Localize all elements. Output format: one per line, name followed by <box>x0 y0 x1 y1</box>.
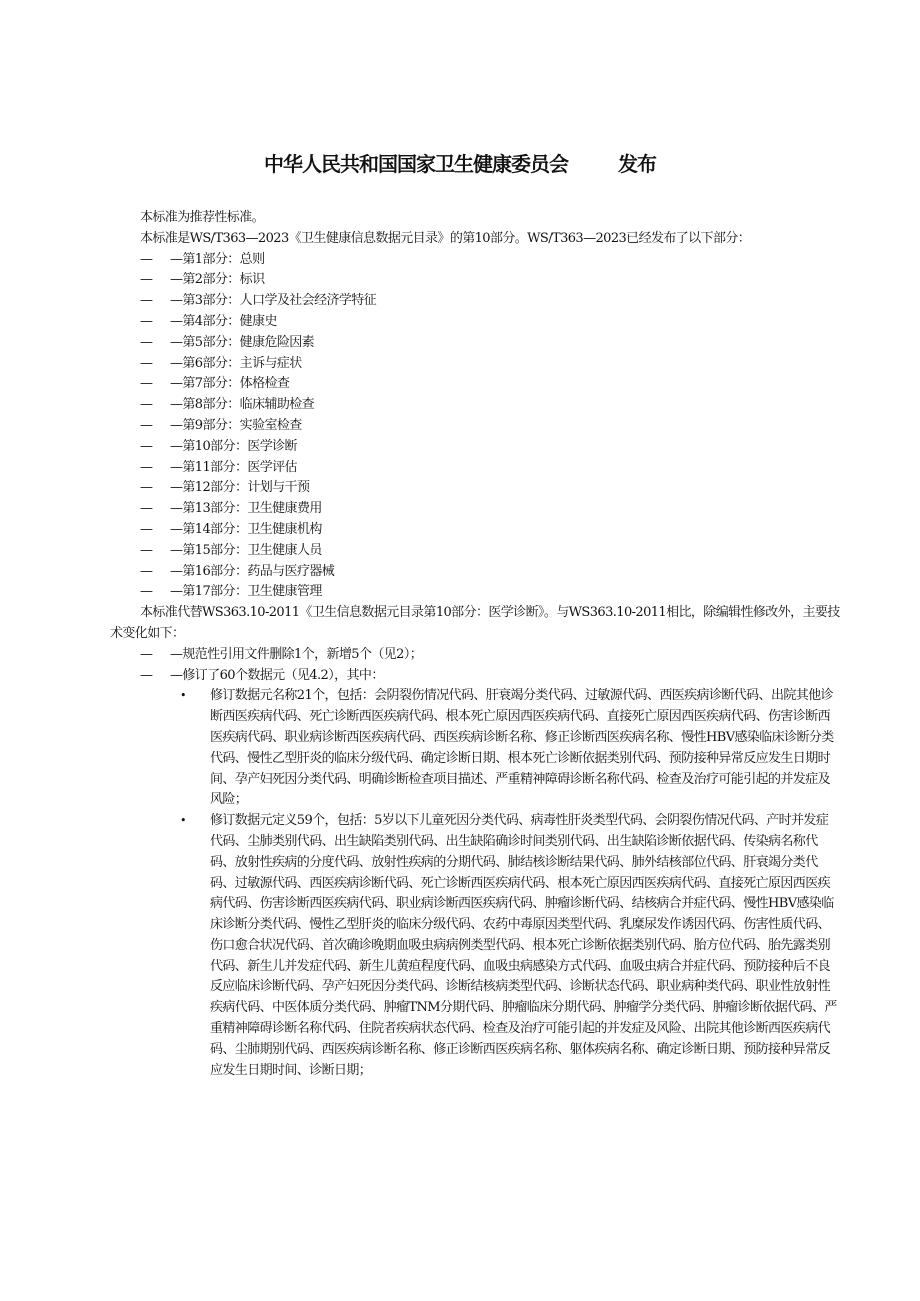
bullet-icon: • <box>180 689 186 703</box>
revision-details-list <box>110 686 840 1081</box>
list-item: — —第12部分：计划与干预 <box>140 480 310 496</box>
list-item: — —第11部分：医学评估 <box>140 459 297 475</box>
list-item: • 修订数据元名称21个，包括：会阴裂伤情况代码、肝衰竭分类代码、过敏源代码、西医疾病诊断代码、出院其他诊断西医疾病代码、死亡诊断西医疾病代码、根本死亡原因西医疾病代码、直接死亡原因西医疾病代码、伤害诊断西医疾病代码、职业病诊断西医疾病代码、西医疾病诊断名称、修正诊断西医疾病名称、慢性HBV感染临床诊断分类代码、慢性乙型肝炎的临床分级代码、确定诊断日期、根本死亡诊断依据类别代码、预防接种异常反应发生日期时间、孕产妇死因分类代码、明确诊断检查项目描述、严重精神障碍诊断名称代码、检查及治疗可能引起的并发症及风险； <box>180 688 834 808</box>
list-item: — —第1部分：总则 <box>140 251 265 267</box>
intro-paragraph: 本标准为推荐性标准。 <box>140 210 265 225</box>
list-item: — —第4部分：健康史 <box>140 313 277 329</box>
list-item: — —第17部分：卫生健康管理 <box>140 584 322 600</box>
bullet-icon: • <box>180 814 186 828</box>
list-item: — —第7部分：体格检查 <box>140 376 290 392</box>
replacement-paragraph: 本标准代替WS363.10-2011《卫生信息数据元目录第10部分：医学诊断》。与WS363.10-2011相比，除编辑性修改外，主要技术变化如下： <box>110 605 840 641</box>
list-item: — —第15部分：卫生健康人员 <box>140 542 322 558</box>
list-item: — —第10部分：医学诊断 <box>140 438 297 454</box>
published-parts-list <box>110 250 840 604</box>
list-item: — —第2部分：标识 <box>140 272 265 288</box>
list-item: — —第14部分：卫生健康机构 <box>140 521 322 537</box>
list-item: — —第8部分：临床辅助检查 <box>140 397 315 413</box>
list-item: — —第13部分：卫生健康费用 <box>140 501 322 517</box>
list-item: — —第5部分：健康危险因素 <box>140 334 315 350</box>
publisher-line <box>0 148 920 177</box>
list-item: — —第9部分：实验室检查 <box>140 417 302 433</box>
changes-list <box>110 645 840 687</box>
list-item: — —第6部分：主诉与症状 <box>140 355 302 371</box>
list-item: — —规范性引用文件删除1个，新增5个（见2）； <box>140 646 423 662</box>
publisher-org: 中华人民共和国国家卫生健康委员会 <box>264 152 568 176</box>
intro-paragraph: 本标准是WS/T363—2023《卫生健康信息数据元目录》的第10部分。WS/T363—2023已经发布了以下部分： <box>140 230 751 246</box>
foreword-body <box>110 208 840 1081</box>
list-item: • 修订数据元定义59个，包括：5岁以下儿童死因分类代码、病毒性肝炎类型代码、会阴裂伤情况代码、产时并发症代码、尘肺类别代码、出生缺陷类别代码、出生缺陷确诊时间类别代码、出生缺陷诊断依据代码、传染病名称代码、放射性疾病的分度代码、放射性疾病的分期代码、肺结核诊断结果代码、肺外结核部位代码、肝衰竭分类代码、过敏源代码、西医疾病诊断代码、死亡诊断西医疾病代码、根本死亡原因西医疾病代码、直接死亡原因西医疾病代码、伤害诊断西医疾病代码、职业病诊断西医疾病代码、肿瘤诊断代码、结核病合并症代码、慢性HBV感染临床诊断分类代码、慢性乙型肝炎的临床分级代码、农药中毒原因类型代码、乳糜尿发作诱因代码、伤害性质代码、伤口愈合状况代码、首次确诊晚期血吸虫病病例类型代码、根本死亡诊断依据类别代码、胎方位代码、胎先露类别代码、新生儿并发症代码、新生儿黄疸程度代码、血吸虫病感染方式代码、血吸虫病合并症代码、预防接种后不良反应临床诊断代码、孕产妇死因分类代码、诊断结核病类型代码、诊断状态代码、职业病种类代码、职业性放射性疾病代码、中医体质分类代码、肿瘤TNM分期代码、肿瘤临床分期代码、肿瘤学分类代码、肿瘤诊断依据代码、严重精神障碍诊断名称代码、住院者疾病状态代码、检查及治疗可能引起的并发症及风险、出院其他诊断西医疾病代码、尘肺期别代码、西医疾病诊断名称、修正诊断西医疾病名称、躯体疾病名称、确定诊断日期、预防接种异常反应发生日期时间、诊断日期； <box>180 813 837 1078</box>
list-item: — —第3部分：人口学及社会经济学特征 <box>140 293 377 309</box>
publisher-action: 发布 <box>618 152 656 176</box>
list-item: — —第16部分：药品与医疗器械 <box>140 563 335 579</box>
list-item: — —修订了60个数据元（见4.2），其中： <box>140 667 384 683</box>
